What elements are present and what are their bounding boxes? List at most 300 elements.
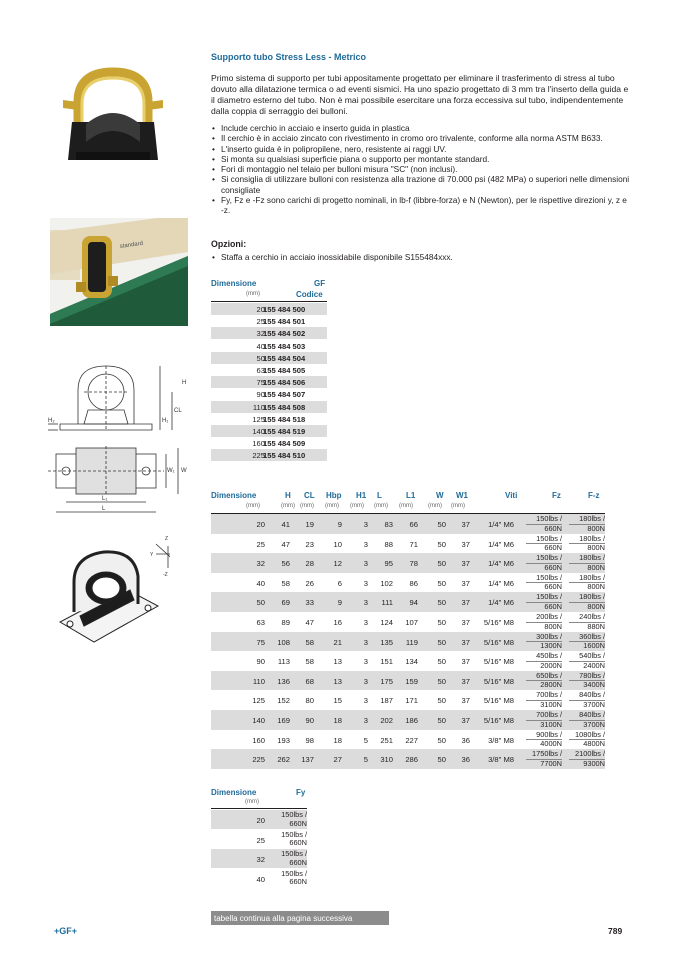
d-cell: 50 <box>256 598 265 608</box>
label-h1: H₁ <box>162 418 169 424</box>
column-header: Fz <box>552 491 561 500</box>
axis-minus-z: -Z <box>163 572 168 578</box>
l1-cell: 107 <box>405 618 418 627</box>
fmz-newton: 4800N <box>569 739 605 749</box>
dimension-cell: 32 <box>256 329 265 339</box>
table-row <box>211 449 327 461</box>
l-cell: 88 <box>384 539 393 549</box>
installed-support-photo <box>50 218 188 326</box>
label-h: H <box>182 380 187 386</box>
fmz-cell <box>561 554 605 572</box>
table-row <box>211 364 327 376</box>
continued-note: tabella continua alla pagina successiva <box>211 911 389 925</box>
code-cell: 155 484 500 <box>263 305 306 314</box>
dimension-cell: 225 <box>252 451 265 461</box>
cl-cell: 137 <box>301 755 314 765</box>
fz-newton: 3100N <box>526 720 562 730</box>
fmz-newton: 800N <box>569 563 605 573</box>
fz-lbs: 700lbs / <box>536 690 562 700</box>
column-header: Viti <box>505 491 518 500</box>
table-row <box>211 573 605 593</box>
code-cell: 155 484 503 <box>263 341 306 351</box>
l-cell: 83 <box>384 520 393 529</box>
dimension-cell: 90 <box>256 390 265 400</box>
dimension-cell: 50 <box>256 353 265 363</box>
cl-cell: 98 <box>305 735 314 745</box>
code-cell: 155 484 519 <box>263 427 306 436</box>
fmz-cell <box>561 593 605 611</box>
d-cell: 40 <box>256 578 265 588</box>
table-row <box>211 592 605 612</box>
code-cell: 155 484 505 <box>263 366 306 375</box>
table-row <box>211 612 605 632</box>
v-cell: 1/4" M6 <box>488 520 514 529</box>
fmz-cell <box>561 672 605 690</box>
cl-cell: 47 <box>305 618 314 627</box>
hbp-cell: 13 <box>333 657 342 667</box>
table-row <box>211 401 327 413</box>
dimension-cell: 75 <box>256 378 265 388</box>
feature-item: • Si consiglia di utilizzare bulloni con resistenza alla trazione di 70.000 psi (482 MPa) o superiori nelle dimensioni consigliate <box>211 174 631 195</box>
code-cell: 155 484 501 <box>263 317 306 327</box>
w1-cell: 37 <box>461 716 470 725</box>
fmz-cell <box>561 515 605 533</box>
fmz-newton: 3700N <box>569 700 605 710</box>
unit-label: (mm) <box>399 503 413 509</box>
isometric-axes-drawing <box>50 526 170 646</box>
code-cell: 155 484 508 <box>263 402 306 412</box>
h1-cell: 3 <box>363 657 368 667</box>
table-row <box>211 303 327 315</box>
fz-lbs: 150lbs / <box>536 592 562 602</box>
table-row <box>211 730 605 750</box>
dimension-cell: 25 <box>256 317 265 327</box>
v-cell: 5/16" M8 <box>483 657 514 667</box>
w-cell: 50 <box>437 598 446 608</box>
l1-cell: 66 <box>409 520 418 529</box>
dimension-cell: 140 <box>252 427 265 436</box>
fz-cell <box>518 711 562 729</box>
option-item: • Staffa a cerchio in acciaio inossidabile disponibile S155484xxx. <box>211 252 631 262</box>
fmz-lbs: 360lbs / <box>579 631 605 641</box>
w1-cell: 37 <box>461 637 470 647</box>
v-cell: 1/4" M6 <box>488 578 514 588</box>
table-row <box>211 340 327 352</box>
fmz-cell <box>561 652 605 670</box>
d-cell: 110 <box>252 676 265 686</box>
dimension-cell: 40 <box>256 341 265 351</box>
l1-cell: 171 <box>405 696 418 706</box>
top-view-drawing <box>48 446 193 516</box>
table-row <box>211 810 307 829</box>
table-row <box>211 534 605 554</box>
fz-lbs: 650lbs / <box>536 670 562 680</box>
feature-list <box>211 123 631 216</box>
fz-lbs: 150lbs / <box>536 533 562 543</box>
fz-cell <box>518 574 562 592</box>
h-cell: 262 <box>277 755 290 765</box>
dimension-cell: 25 <box>256 835 265 845</box>
fz-cell <box>518 515 562 533</box>
t3-header-fy: Fy <box>296 788 306 797</box>
w1-cell: 37 <box>461 559 470 569</box>
cl-cell: 28 <box>305 559 314 569</box>
h1-cell: 5 <box>363 735 368 745</box>
w-cell: 50 <box>437 539 446 549</box>
l1-cell: 86 <box>409 578 418 588</box>
l-cell: 151 <box>380 657 393 667</box>
fmz-newton: 800N <box>569 602 605 612</box>
d-cell: 140 <box>252 716 265 725</box>
table-row <box>211 690 605 710</box>
v-cell: 3/8" M8 <box>488 755 514 765</box>
dimension-cell: 20 <box>256 305 265 314</box>
fmz-cell <box>561 691 605 709</box>
w1-cell: 36 <box>461 755 470 765</box>
fz-cell <box>518 535 562 553</box>
hbp-cell: 10 <box>333 539 342 549</box>
l-cell: 111 <box>381 598 393 608</box>
v-cell: 5/16" M8 <box>483 676 514 686</box>
t3-rule <box>211 808 307 809</box>
fz-newton: 660N <box>526 524 562 534</box>
photo-label: standard <box>119 240 144 250</box>
dimension-cell: 63 <box>256 366 265 375</box>
feature-item: • Si monta su qualsiasi superficie piana o supporto per montante standard. <box>211 154 631 164</box>
cl-cell: 33 <box>305 598 314 608</box>
feature-item: • Fy, Fz e -Fz sono carichi di progetto nominali, in lb-f (libbre-forza) e N (Newton), per le rispettive direzioni y, z e -z. <box>211 195 631 216</box>
fy-cell <box>267 811 307 828</box>
table-row <box>211 437 327 449</box>
t1-header-gf: GF <box>314 279 326 288</box>
fmz-cell <box>561 574 605 592</box>
fmz-newton: 1600N <box>569 641 605 651</box>
fz-cell <box>518 613 562 631</box>
axis-z: Z <box>165 536 169 542</box>
w-cell: 50 <box>437 676 446 686</box>
w-cell: 50 <box>437 735 446 745</box>
fz-newton: 1300N <box>526 641 562 651</box>
table-row <box>211 315 327 327</box>
cl-cell: 58 <box>305 657 314 667</box>
cl-cell: 58 <box>305 637 314 647</box>
table-row <box>211 869 307 888</box>
h1-cell: 3 <box>363 520 368 529</box>
code-cell: 155 484 506 <box>263 378 306 388</box>
dimension-cell: 32 <box>256 855 265 865</box>
v-cell: 5/16" M8 <box>483 716 514 725</box>
fz-cell <box>518 750 562 768</box>
unit-label: (mm) <box>300 503 314 509</box>
table-row <box>211 849 307 868</box>
fz-newton: 660N <box>526 543 562 553</box>
fmz-cell <box>561 731 605 749</box>
fy-lbs: 150lbs / <box>281 868 307 878</box>
h-cell: 89 <box>281 618 290 627</box>
h1-cell: 3 <box>363 559 368 569</box>
table-row <box>211 553 605 573</box>
w-cell: 50 <box>437 637 446 647</box>
h1-cell: 3 <box>363 539 368 549</box>
fz-newton: 660N <box>526 582 562 592</box>
fy-newton: 660N <box>289 818 307 828</box>
fmz-lbs: 180lbs / <box>579 592 605 602</box>
column-header: W1 <box>456 491 468 500</box>
l1-cell: 227 <box>405 735 418 745</box>
fz-newton: 2000N <box>526 661 562 671</box>
fz-newton: 800N <box>526 622 562 632</box>
cl-cell: 80 <box>305 696 314 706</box>
page-number: 789 <box>608 926 623 936</box>
fy-lbs: 150lbs / <box>281 849 307 859</box>
fz-lbs: 1750lbs / <box>532 749 562 759</box>
fmz-lbs: 1080lbs / <box>575 729 605 739</box>
dimension-cell: 125 <box>252 414 265 424</box>
label-w: W <box>181 468 187 474</box>
l1-cell: 286 <box>405 755 418 765</box>
front-view-drawing <box>48 362 193 437</box>
w-cell: 50 <box>437 696 446 706</box>
fmz-newton: 2400N <box>569 661 605 671</box>
fy-cell <box>267 870 307 887</box>
label-w1: W₁ <box>167 468 175 474</box>
column-header: L <box>377 491 382 500</box>
gf-logo: +GF+ <box>54 926 78 936</box>
cl-cell: 19 <box>305 520 314 529</box>
l-cell: 124 <box>380 618 393 627</box>
code-cell: 155 484 507 <box>263 390 306 400</box>
l1-cell: 159 <box>405 676 418 686</box>
w1-cell: 37 <box>461 578 470 588</box>
w-cell: 50 <box>437 520 446 529</box>
fmz-lbs: 180lbs / <box>579 553 605 563</box>
fmz-lbs: 840lbs / <box>579 710 605 719</box>
l-cell: 251 <box>380 735 393 745</box>
code-cell: 155 484 502 <box>263 329 306 339</box>
t1-rule <box>211 301 327 302</box>
h1-cell: 3 <box>363 716 368 725</box>
clamp-product-image <box>58 62 168 172</box>
l-cell: 187 <box>380 696 393 706</box>
fz-newton: 2800N <box>526 680 562 690</box>
table-row <box>211 632 605 652</box>
fz-lbs: 450lbs / <box>536 651 562 661</box>
feature-item: • L'inserto guida è in polipropilene, nero, resistente ai raggi UV. <box>211 144 631 154</box>
w-cell: 50 <box>437 716 446 725</box>
t3-unit-mm: (mm) <box>245 799 259 805</box>
w1-cell: 37 <box>461 598 470 608</box>
h-cell: 113 <box>277 657 290 667</box>
hbp-cell: 6 <box>337 578 342 588</box>
fz-lbs: 150lbs / <box>536 514 562 523</box>
d-cell: 63 <box>256 618 265 627</box>
fmz-newton: 880N <box>569 622 605 632</box>
fz-lbs: 900lbs / <box>536 729 562 739</box>
hbp-cell: 9 <box>337 598 342 608</box>
options-list <box>211 252 631 262</box>
w-cell: 50 <box>437 657 446 667</box>
fz-cell <box>518 633 562 651</box>
t1-header-dimension: Dimensione <box>211 279 257 288</box>
w-cell: 50 <box>437 578 446 588</box>
v-cell: 5/16" M8 <box>483 637 514 647</box>
label-cl: CL <box>174 408 182 414</box>
d-cell: 25 <box>256 539 265 549</box>
hbp-cell: 13 <box>333 676 342 686</box>
fz-newton: 660N <box>526 563 562 573</box>
v-cell: 5/16" M8 <box>483 696 514 706</box>
unit-label: (mm) <box>374 503 388 509</box>
fmz-lbs: 180lbs / <box>579 572 605 582</box>
fmz-cell <box>561 613 605 631</box>
h-cell: 193 <box>277 735 290 745</box>
l-cell: 102 <box>380 578 393 588</box>
fmz-newton: 3400N <box>569 680 605 690</box>
table-row <box>211 514 605 534</box>
w1-cell: 37 <box>461 539 470 549</box>
code-cell: 155 484 509 <box>263 439 306 449</box>
l1-cell: 119 <box>405 637 418 647</box>
fmz-lbs: 240lbs / <box>579 612 605 621</box>
feature-item: • Fori di montaggio nel telaio per bulloni misura "SC" (non inclusi). <box>211 164 631 174</box>
options-heading: Opzioni: <box>211 239 247 249</box>
t3-header-dimension: Dimensione <box>211 788 257 797</box>
column-header: F-z <box>588 491 600 500</box>
feature-item: • Include cerchio in acciaio e inserto guida in plastica <box>211 123 631 133</box>
fz-cell <box>518 691 562 709</box>
h-cell: 169 <box>277 716 290 725</box>
fy-lbs: 150lbs / <box>281 810 307 819</box>
t1-unit-mm: (mm) <box>246 291 260 297</box>
d-cell: 125 <box>252 696 265 706</box>
fmz-lbs: 780lbs / <box>579 670 605 680</box>
cl-cell: 23 <box>305 539 314 549</box>
table-row <box>211 413 327 425</box>
fz-newton: 3100N <box>526 700 562 710</box>
fmz-lbs: 180lbs / <box>579 533 605 543</box>
fmz-lbs: 540lbs / <box>579 651 605 661</box>
hbp-cell: 27 <box>333 755 342 765</box>
fmz-newton: 800N <box>569 543 605 553</box>
fmz-newton: 9300N <box>569 759 605 769</box>
fy-cell <box>267 850 307 867</box>
fmz-lbs: 180lbs / <box>579 514 605 523</box>
h1-cell: 3 <box>363 696 368 706</box>
h1-cell: 3 <box>363 637 368 647</box>
d-cell: 160 <box>252 735 265 745</box>
v-cell: 1/4" M6 <box>488 539 514 549</box>
hbp-cell: 18 <box>333 735 342 745</box>
table-row <box>211 327 327 339</box>
hbp-cell: 18 <box>333 716 342 725</box>
label-hbp: H₂ <box>48 418 55 424</box>
fz-lbs: 700lbs / <box>536 710 562 719</box>
w-cell: 50 <box>437 755 446 765</box>
fz-cell <box>518 593 562 611</box>
fz-lbs: 150lbs / <box>536 553 562 563</box>
code-cell: 155 484 504 <box>263 353 306 363</box>
fy-newton: 660N <box>289 857 307 867</box>
h1-cell: 3 <box>363 598 368 608</box>
unit-label: (mm) <box>350 503 364 509</box>
h1-cell: 3 <box>363 676 368 686</box>
fz-lbs: 200lbs / <box>536 612 562 621</box>
h-cell: 41 <box>281 520 290 529</box>
dimension-cell: 110 <box>252 402 265 412</box>
v-cell: 3/8" M8 <box>488 735 514 745</box>
l1-cell: 134 <box>405 657 418 667</box>
h-cell: 136 <box>277 676 290 686</box>
v-cell: 1/4" M6 <box>488 559 514 569</box>
code-cell: 155 484 518 <box>263 414 306 424</box>
page-title: Supporto tubo Stress Less - Metrico <box>211 52 367 62</box>
l1-cell: 94 <box>409 598 418 608</box>
fmz-lbs: 2100lbs / <box>575 749 605 759</box>
table-row <box>211 651 605 671</box>
unit-label: (mm) <box>451 503 465 509</box>
l-cell: 175 <box>380 676 393 686</box>
fmz-cell <box>561 711 605 729</box>
hbp-cell: 12 <box>333 559 342 569</box>
column-header: H <box>285 491 291 500</box>
h-cell: 56 <box>281 559 290 569</box>
l-cell: 135 <box>380 637 393 647</box>
fmz-newton: 800N <box>569 524 605 534</box>
h-cell: 108 <box>277 637 290 647</box>
unit-label: (mm) <box>281 503 295 509</box>
fz-cell <box>518 554 562 572</box>
fy-lbs: 150lbs / <box>281 829 307 839</box>
w-cell: 50 <box>437 559 446 569</box>
w1-cell: 37 <box>461 618 470 627</box>
l1-cell: 71 <box>409 539 418 549</box>
dimension-cell: 40 <box>256 874 265 884</box>
d-cell: 32 <box>256 559 265 569</box>
table-row <box>211 352 327 364</box>
hbp-cell: 9 <box>337 520 342 529</box>
unit-label: (mm) <box>325 503 339 509</box>
fmz-newton: 3700N <box>569 720 605 730</box>
unit-label: (mm) <box>246 503 260 509</box>
unit-label: (mm) <box>428 503 442 509</box>
fmz-cell <box>561 535 605 553</box>
fy-cell <box>267 831 307 848</box>
fz-newton: 660N <box>526 602 562 612</box>
column-header: W <box>436 491 444 500</box>
hbp-cell: 15 <box>333 696 342 706</box>
table-row <box>211 830 307 849</box>
w1-cell: 37 <box>461 657 470 667</box>
h-cell: 58 <box>281 578 290 588</box>
feature-item: • Il cerchio è in acciaio zincato con rivestimento in cromo oro trivalente, conforme alla norma ASTM B633. <box>211 133 631 143</box>
w1-cell: 37 <box>461 676 470 686</box>
cl-cell: 68 <box>305 676 314 686</box>
w1-cell: 36 <box>461 735 470 745</box>
column-header: CL <box>304 491 315 500</box>
fz-lbs: 300lbs / <box>536 631 562 641</box>
column-header: H1 <box>356 491 367 500</box>
d-cell: 75 <box>256 637 265 647</box>
fz-lbs: 150lbs / <box>536 572 562 582</box>
w1-cell: 37 <box>461 696 470 706</box>
l1-cell: 78 <box>409 559 418 569</box>
dimension-cell: 20 <box>256 816 265 825</box>
column-header: L1 <box>406 491 416 500</box>
v-cell: 5/16" M8 <box>483 618 514 627</box>
w1-cell: 37 <box>461 520 470 529</box>
fmz-newton: 800N <box>569 582 605 592</box>
fmz-cell <box>561 633 605 651</box>
